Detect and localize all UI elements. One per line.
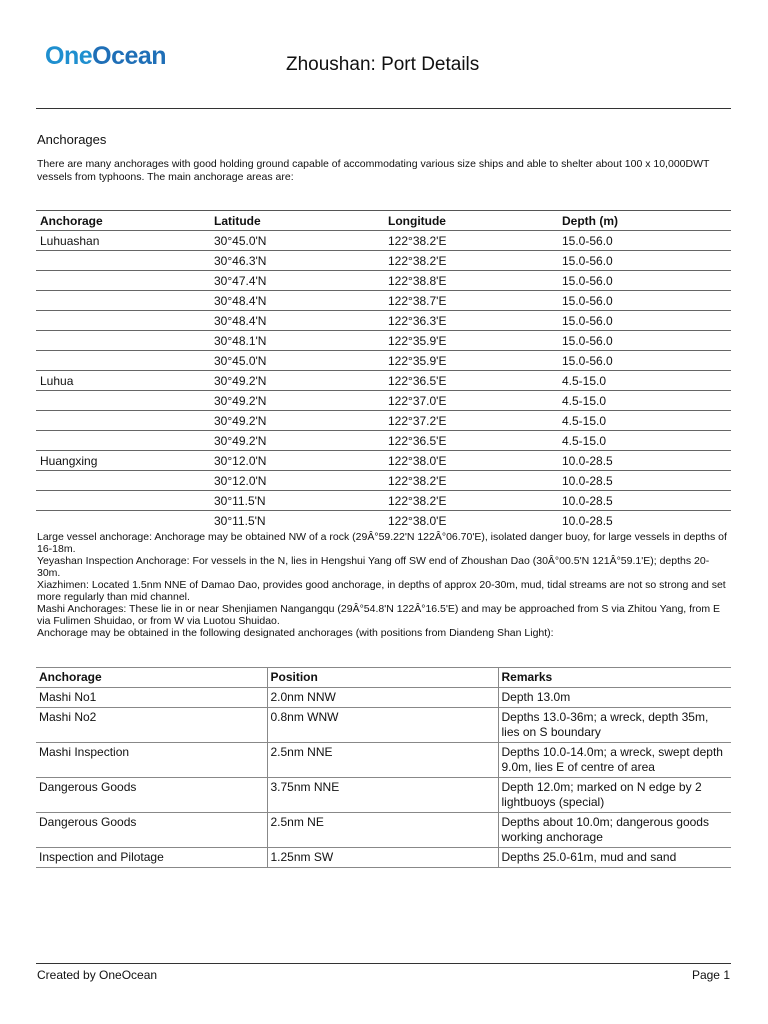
table-cell: 30°11.5'N <box>214 513 266 528</box>
table-header-row <box>36 668 731 688</box>
table-cell: Inspection and Pilotage <box>36 848 267 868</box>
table-cell: 15.0-56.0 <box>558 251 731 271</box>
table-cell: 30°48.4'N <box>210 291 384 311</box>
table-row <box>36 251 731 271</box>
table-cell <box>36 471 210 491</box>
table-cell <box>36 511 210 531</box>
table-cell: Depths about 10.0m; dangerous goods working anchorage <box>498 813 731 848</box>
column-header: Position <box>267 668 498 688</box>
table-cell: 30°12.0'N <box>210 451 384 471</box>
designated-anchorages-table <box>36 667 731 868</box>
table-cell: Depth 13.0m <box>498 688 731 708</box>
note-paragraph: Large vessel anchorage: Anchorage may be obtained NW of a rock (29Â°59.22'N 122Â°06.70'E), isolated danger buoy, for large vessels in depths of 16-18m. <box>37 531 727 555</box>
table-row <box>36 708 731 743</box>
table-cell: 122°38.0'E <box>388 513 447 528</box>
table-cell: 10.0-28.5 <box>558 491 731 511</box>
table-cell: 122°38.8'E <box>384 271 558 291</box>
table-cell: 4.5-15.0 <box>558 411 731 431</box>
table-cell: 15.0-56.0 <box>558 231 731 251</box>
intro-paragraph: There are many anchorages with good holding ground capable of accommodating various size ships and able to shelter about 100 x 10,000DWT vessels from typhoons. The main anchorage areas are: <box>37 158 710 183</box>
table-row <box>36 431 731 451</box>
table-cell <box>36 271 210 291</box>
table-cell: 3.75nm NNE <box>267 778 498 813</box>
table-cell: 2.5nm NE <box>267 813 498 848</box>
table-cell <box>36 291 210 311</box>
table-cell: 30°48.1'N <box>210 331 384 351</box>
page-title: Zhoushan: Port Details <box>286 54 480 75</box>
column-header: Longitude <box>384 211 558 231</box>
table-row <box>36 778 731 813</box>
table-cell: 15.0-56.0 <box>558 311 731 331</box>
table-cell <box>36 311 210 331</box>
table-cell: 30°11.5'N <box>210 491 384 511</box>
table-cell <box>36 491 210 511</box>
table-cell: 122°38.2'E <box>384 251 558 271</box>
column-header: Latitude <box>210 211 384 231</box>
table-row <box>36 813 731 848</box>
table-cell: 30°49.2'N <box>210 371 384 391</box>
table-cell: 30°49.2'N <box>210 411 384 431</box>
table-row <box>36 391 731 411</box>
table-cell: Mashi No2 <box>36 708 267 743</box>
table-cell: Depths 13.0-36m; a wreck, depth 35m, lies on S boundary <box>498 708 731 743</box>
table-row <box>36 688 731 708</box>
table-cell: 4.5-15.0 <box>558 391 731 411</box>
page-number: Page 1 <box>691 968 730 982</box>
table-row <box>36 491 731 511</box>
table-cell: 10.0-28.5 <box>558 471 731 491</box>
column-header: Anchorage <box>36 668 267 688</box>
table-cell: 30°45.0'N <box>210 351 384 371</box>
table-cell: Depths 25.0-61m, mud and sand <box>498 848 731 868</box>
table-cell: 122°36.5'E <box>384 431 558 451</box>
table-row <box>36 371 731 391</box>
table-cell: 30°48.4'N <box>210 311 384 331</box>
table-cell: 122°38.7'E <box>384 291 558 311</box>
table-cell: Huangxing <box>36 451 210 471</box>
table-cell: 30°49.2'N <box>210 431 384 451</box>
table-cell: 10.0-28.5 <box>558 451 731 471</box>
table-cell: 122°37.0'E <box>384 391 558 411</box>
header-divider <box>36 108 731 109</box>
section-heading: Anchorages <box>37 132 107 147</box>
table-cell: 122°35.9'E <box>384 331 558 351</box>
table-cell <box>36 331 210 351</box>
table-cell: 122°38.2'E <box>384 491 558 511</box>
table-header-row <box>36 211 731 231</box>
table-cell: 15.0-56.0 <box>558 351 731 371</box>
table-cell: 122°38.0'E <box>384 451 558 471</box>
table-cell: 2.0nm NNW <box>267 688 498 708</box>
table-cell <box>36 431 210 451</box>
column-header: Depth (m) <box>558 211 731 231</box>
table-row <box>36 331 731 351</box>
footer-credit: Created by OneOcean <box>37 968 158 982</box>
table-cell: 15.0-56.0 <box>558 291 731 311</box>
table-cell: 30°45.0'N <box>210 231 384 251</box>
table-cell: 4.5-15.0 <box>558 431 731 451</box>
table-cell <box>36 391 210 411</box>
table-row <box>36 311 731 331</box>
table-row <box>36 271 731 291</box>
column-header: Anchorage <box>36 211 210 231</box>
table-cell: Depth 12.0m; marked on N edge by 2 lightbuoys (special) <box>498 778 731 813</box>
footer-divider <box>36 963 731 964</box>
table-row <box>36 411 731 431</box>
table-cell: Depths 10.0-14.0m; a wreck, swept depth 9.0m, lies E of centre of area <box>498 743 731 778</box>
table-cell: 0.8nm WNW <box>267 708 498 743</box>
logo-text-ocean: Ocean <box>92 42 167 70</box>
table-cell: Dangerous Goods <box>36 778 267 813</box>
table-cell: Dangerous Goods <box>36 813 267 848</box>
table-cell: 122°35.9'E <box>384 351 558 371</box>
table-cell: 30°46.3'N <box>210 251 384 271</box>
table-cell: Mashi No1 <box>36 688 267 708</box>
note-paragraph: Mashi Anchorages: These lie in or near Shenjiamen Nangangqu (29Â°54.8'N 122Â°16.5'E) and may be approached from S via Zhitou Yang, from E via Fulimen Shuidao, or from W via Luotou Shuidao. <box>37 603 721 627</box>
table-row <box>36 351 731 371</box>
table-cell: Luhuashan <box>36 231 210 251</box>
table-cell: 4.5-15.0 <box>558 371 731 391</box>
table-row <box>36 471 731 491</box>
table-cell: 122°38.2'E <box>384 471 558 491</box>
table-cell <box>36 411 210 431</box>
table-cell: 30°47.4'N <box>210 271 384 291</box>
table-row <box>36 848 731 868</box>
table-cell: 1.25nm SW <box>267 848 498 868</box>
note-paragraph: Yeyashan Inspection Anchorage: For vessels in the N, lies in Hengshui Yang off SW end of Zhoushan Dao (30Â°00.5'N 121Â°59.1'E); depths 20-30m. <box>37 555 710 579</box>
table-cell <box>36 351 210 371</box>
table-row <box>36 231 731 251</box>
table-cell: 30°12.0'N <box>210 471 384 491</box>
table-cell: Luhua <box>36 371 210 391</box>
table-cell <box>36 251 210 271</box>
table-cell: 15.0-56.0 <box>558 331 731 351</box>
table-cell: 10.0-28.5 <box>562 513 613 528</box>
column-header: Remarks <box>498 668 731 688</box>
table-cell: 15.0-56.0 <box>558 271 731 291</box>
table-cell: 122°38.2'E <box>384 231 558 251</box>
table-cell: 122°37.2'E <box>384 411 558 431</box>
table-cell: 122°36.3'E <box>384 311 558 331</box>
oneocean-logo <box>45 41 166 71</box>
table-cell: 30°49.2'N <box>210 391 384 411</box>
table-row <box>36 743 731 778</box>
note-paragraph: Anchorage may be obtained in the following designated anchorages (with positions from Diandeng Shan Light): <box>37 627 554 639</box>
anchorages-table <box>36 210 731 530</box>
note-paragraph: Xiazhimen: Located 1.5nm NNE of Damao Dao, provides good anchorage, in depths of approx 20-30m, mud, tidal streams are not so strong and set more regularly than mid channel. <box>37 579 726 603</box>
table-cell: 122°36.5'E <box>384 371 558 391</box>
logo-text-one: One <box>45 42 93 70</box>
table-row <box>36 511 731 531</box>
table-cell: 2.5nm NNE <box>267 743 498 778</box>
table-row <box>36 451 731 471</box>
anchorage-notes <box>37 531 727 639</box>
table-row <box>36 291 731 311</box>
table-cell: Mashi Inspection <box>36 743 267 778</box>
